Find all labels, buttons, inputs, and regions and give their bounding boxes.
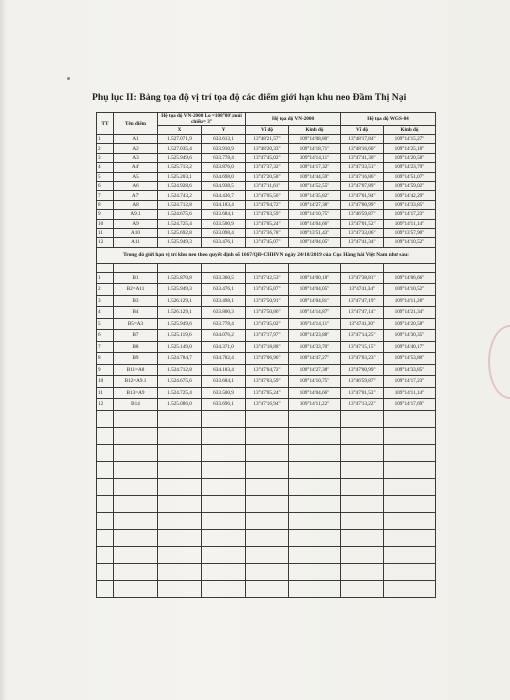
table-row bbox=[97, 163, 436, 172]
table-cell: A5 bbox=[114, 172, 158, 181]
table-cell: 8 bbox=[97, 200, 114, 209]
table-cell: 109°14'00,18" bbox=[289, 272, 341, 284]
table-cell: 1.524.725,4 bbox=[158, 387, 202, 399]
table-cell: 109°14'04,81" bbox=[289, 295, 341, 307]
table-cell: 5 bbox=[97, 318, 114, 330]
table-cell: 7 bbox=[97, 341, 114, 353]
table-cell: 8 bbox=[97, 353, 114, 365]
table-cell: 633.684,1 bbox=[202, 210, 246, 219]
table-cell: 633.500,9 bbox=[202, 219, 246, 228]
table-cell: 634.782,4 bbox=[202, 353, 246, 365]
table-cell: 4 bbox=[97, 307, 114, 319]
table-cell: 6 bbox=[97, 181, 114, 190]
table-cell: 109°14'10,52" bbox=[384, 284, 436, 296]
table-cell: 5 bbox=[97, 172, 114, 181]
table-cell: 109°14'23,88" bbox=[289, 330, 341, 342]
table-cell: 13°48'20,33" bbox=[246, 144, 289, 153]
table-cell: 13°47'50,91" bbox=[246, 295, 289, 307]
table-row bbox=[97, 272, 436, 284]
table-row bbox=[97, 353, 436, 365]
table-cell: 13°47'00,99" bbox=[341, 200, 384, 209]
header-y: Y bbox=[202, 126, 246, 135]
table-cell: 634.436,7 bbox=[202, 191, 246, 200]
table-row bbox=[97, 200, 436, 209]
table-cell: 13°47'37,32" bbox=[246, 163, 289, 172]
table-row bbox=[97, 284, 436, 296]
table-cell: B8 bbox=[114, 341, 158, 353]
table-cell: A9.1 bbox=[114, 210, 158, 219]
table-cell: 13°48'16,60" bbox=[341, 144, 384, 153]
table-cell: 109°14'14,11" bbox=[289, 153, 341, 162]
table-cell: 1.526.129,1 bbox=[158, 295, 202, 307]
table-cell: B7 bbox=[114, 330, 158, 342]
table-cell: 13°47'01,52" bbox=[341, 219, 384, 228]
table-cell: B5=A3 bbox=[114, 318, 158, 330]
table-cell: 1.524.743,2 bbox=[158, 191, 202, 200]
table-cell: 13°47'05,24" bbox=[246, 219, 289, 228]
table-cell: 109°14'21,34" bbox=[384, 307, 436, 319]
table-cell: 13°47'06,96" bbox=[246, 353, 289, 365]
table-cell: 13°47'16,94" bbox=[246, 399, 289, 411]
table-cell: 109°14'08,80" bbox=[289, 135, 341, 144]
table-cell: 13°47'41,34" bbox=[341, 238, 384, 247]
table-cell: 1.524.712,8 bbox=[158, 200, 202, 209]
table-cell: 13°47'11,61" bbox=[246, 181, 289, 190]
table-cell: 109°14'33,70" bbox=[289, 341, 341, 353]
table-row bbox=[97, 387, 436, 399]
table-cell: 1.525.692,8 bbox=[158, 228, 202, 237]
table-cell: 1.525.949,3 bbox=[158, 284, 202, 296]
empty-row bbox=[97, 580, 436, 597]
table-cell: 13°47'45,07" bbox=[246, 284, 289, 296]
table-cell: A11 bbox=[114, 238, 158, 247]
table-cell: 1.524.675,6 bbox=[158, 376, 202, 388]
table-cell: A9 bbox=[114, 219, 158, 228]
table-cell: 633.476,1 bbox=[202, 284, 246, 296]
table-cell: A7' bbox=[114, 191, 158, 200]
table-cell: 1.525.119,6 bbox=[158, 330, 202, 342]
table-cell: 12 bbox=[97, 399, 114, 411]
table-cell: 633.360,5 bbox=[202, 272, 246, 284]
table-cell: 109°14'33,85" bbox=[384, 364, 436, 376]
table-cell: 7 bbox=[97, 191, 114, 200]
table-row bbox=[97, 238, 436, 247]
table-cell: 109°14'23,79" bbox=[384, 163, 436, 172]
table-cell: 13°48'17,84" bbox=[341, 135, 384, 144]
empty-row bbox=[97, 410, 436, 427]
empty-row bbox=[97, 478, 436, 495]
table-cell: 13°47'41,30" bbox=[341, 153, 384, 162]
table-cell: 13°47'01,94" bbox=[341, 191, 384, 200]
table-cell: 4 bbox=[97, 163, 114, 172]
table-row bbox=[97, 191, 436, 200]
table-cell: 13°47'36,78" bbox=[246, 228, 289, 237]
table-cell: 13°47'33,51" bbox=[341, 163, 384, 172]
header-vi-do-wgs: Vĩ độ bbox=[341, 126, 384, 135]
table-cell: 109°14'30,35" bbox=[384, 330, 436, 342]
table-row bbox=[97, 376, 436, 388]
scan-speck bbox=[67, 77, 70, 80]
table-cell: 13°47'50,86" bbox=[246, 307, 289, 319]
table-cell: 109°14'47,27" bbox=[289, 353, 341, 365]
table-row bbox=[97, 228, 436, 237]
table-cell: B4 bbox=[114, 307, 158, 319]
header-kinh-do-wgs: Kinh độ bbox=[384, 126, 436, 135]
table-cell: 109°14'27,38" bbox=[289, 364, 341, 376]
table-cell: 633.476,1 bbox=[202, 238, 246, 247]
header-kinh-do: Kinh độ bbox=[289, 126, 341, 135]
table-cell: 13°47'04,72" bbox=[246, 200, 289, 209]
table-cell: 2 bbox=[97, 284, 114, 296]
table-cell: 1.525.713,2 bbox=[158, 163, 202, 172]
table-cell: 109°14'17,32" bbox=[289, 163, 341, 172]
table-cell: 13°47'45,02" bbox=[246, 153, 289, 162]
table-cell: 13°47'14,25" bbox=[341, 330, 384, 342]
header-wgs84: Hệ tọa độ WGS-84 bbox=[341, 113, 436, 126]
table-cell: 634.076,2 bbox=[202, 330, 246, 342]
table-cell: 109°14'27,38" bbox=[289, 200, 341, 209]
table-cell: 109°13'57,90" bbox=[384, 228, 436, 237]
table-cell: 13°46'59,87" bbox=[341, 376, 384, 388]
table-cell: 2 bbox=[97, 144, 114, 153]
table-cell: 633.696,1 bbox=[202, 399, 246, 411]
table-cell: 1.527.071,9 bbox=[158, 135, 202, 144]
table-cell: 634.371,0 bbox=[202, 341, 246, 353]
coordinate-table bbox=[96, 112, 436, 598]
table-cell: B13=A9 bbox=[114, 387, 158, 399]
table-row bbox=[97, 364, 436, 376]
empty-row bbox=[97, 495, 436, 512]
empty-row bbox=[97, 512, 436, 529]
table-cell: 1.525.149,0 bbox=[158, 341, 202, 353]
table-cell: 109°14'11,22" bbox=[289, 399, 341, 411]
table-cell: 11 bbox=[97, 387, 114, 399]
table-cell: B11=A8 bbox=[114, 364, 158, 376]
table-cell: 13°47'07,89" bbox=[341, 181, 384, 190]
table-cell: 13°47'20,58" bbox=[246, 172, 289, 181]
table-cell: 13°47'45,07" bbox=[246, 238, 289, 247]
table-row bbox=[97, 144, 436, 153]
empty-row bbox=[97, 461, 436, 478]
table-cell: 109°14'04,05" bbox=[289, 284, 341, 296]
table-cell: A1 bbox=[114, 135, 158, 144]
table-cell: 1.524.784,7 bbox=[158, 353, 202, 365]
empty-row bbox=[97, 563, 436, 580]
table-cell: 13°47'16,86" bbox=[341, 172, 384, 181]
table-cell: 633.500,9 bbox=[202, 387, 246, 399]
table-cell: A4' bbox=[114, 163, 158, 172]
table-cell: 1.524.712,8 bbox=[158, 364, 202, 376]
table-cell: 1.524.725,4 bbox=[158, 219, 202, 228]
table-cell: 109°14'11,28" bbox=[384, 295, 436, 307]
table-cell: 1.525.949,6 bbox=[158, 318, 202, 330]
table-cell: 13°47'03,59" bbox=[246, 210, 289, 219]
table-row bbox=[97, 318, 436, 330]
table-cell: 109°14'53,80" bbox=[384, 353, 436, 365]
table-cell: 109°14'35,82" bbox=[289, 191, 341, 200]
table-cell: 13°47'17,97" bbox=[246, 330, 289, 342]
table-cell: 109°14'04,66" bbox=[289, 219, 341, 228]
table-cell: 109°14'18,71" bbox=[289, 144, 341, 153]
table-cell: 109°13'51,43" bbox=[289, 228, 341, 237]
table-cell: 633.613,1 bbox=[202, 135, 246, 144]
table-cell: 1.524.928,6 bbox=[158, 181, 202, 190]
table-cell: 109°14'25,18" bbox=[384, 144, 436, 153]
table-cell: B3 bbox=[114, 295, 158, 307]
table-cell: 12 bbox=[97, 238, 114, 247]
table-cell: 13°47'33,06" bbox=[341, 228, 384, 237]
table-cell: 13°47'05,24" bbox=[246, 387, 289, 399]
table-cell: 109°14'33,85" bbox=[384, 200, 436, 209]
table-section-a bbox=[97, 135, 436, 248]
table-cell: 13°47'38,81" bbox=[341, 272, 384, 284]
table-cell: 13°4741,34" bbox=[341, 284, 384, 296]
table-cell: 109°14'10,75" bbox=[289, 210, 341, 219]
table-cell: 109°14'51,07" bbox=[384, 172, 436, 181]
table-cell: A2 bbox=[114, 144, 158, 153]
table-cell: 109°14'17,23" bbox=[384, 210, 436, 219]
table-cell: 13°47'01,52" bbox=[341, 387, 384, 399]
decision-note: Trong đó giới hạn vị trí khu neo theo quyết định số 1667/QĐ-CHHVN ngày 24/10/2019 của Cục Hàng hải Việt Nam như sau: bbox=[97, 247, 436, 263]
table-cell: 9 bbox=[97, 364, 114, 376]
table-cell: 3 bbox=[97, 295, 114, 307]
table-cell: 633.498,1 bbox=[202, 295, 246, 307]
table-cell: 109°14'14,87" bbox=[289, 307, 341, 319]
table-cell: 634.938,5 bbox=[202, 181, 246, 190]
empty-row bbox=[97, 427, 436, 444]
table-cell: 633.778,4 bbox=[202, 153, 246, 162]
table-cell: 109°14'44,59" bbox=[289, 172, 341, 181]
table-cell: 109°14'10,52" bbox=[384, 238, 436, 247]
table-cell: 13°47'47,14" bbox=[341, 307, 384, 319]
table-cell: 1.525.949,6 bbox=[158, 153, 202, 162]
table-cell: 6 bbox=[97, 330, 114, 342]
table-cell: B1 bbox=[114, 272, 158, 284]
table-cell: 633.876,0 bbox=[202, 163, 246, 172]
table-cell: 13°46'59,87" bbox=[341, 210, 384, 219]
table-cell: 634.183,4 bbox=[202, 200, 246, 209]
table-cell: 634.183,4 bbox=[202, 364, 246, 376]
table-cell: 109°14'11,14" bbox=[384, 219, 436, 228]
table-cell: 13°47'04,72" bbox=[246, 364, 289, 376]
table-cell: 13°47'05,56" bbox=[246, 191, 289, 200]
table-cell: 633.800,3 bbox=[202, 307, 246, 319]
table-cell: 1.525.949,3 bbox=[158, 238, 202, 247]
empty-row bbox=[97, 546, 436, 563]
table-cell: B12=A9.1 bbox=[114, 376, 158, 388]
table-cell: 11 bbox=[97, 228, 114, 237]
table-cell: 13°48'21,57" bbox=[246, 135, 289, 144]
table-cell: 109°14'04,66" bbox=[289, 387, 341, 399]
table-cell: 13°4741,30" bbox=[341, 318, 384, 330]
table-section-b bbox=[97, 272, 436, 410]
table-cell: 634.698,0 bbox=[202, 172, 246, 181]
header-vn2000-deg: Hệ tọa độ VN-2000 bbox=[246, 113, 341, 126]
table-cell: 109°14'20,58" bbox=[384, 318, 436, 330]
table-cell: 1.525.203,1 bbox=[158, 172, 202, 181]
table-cell: 10 bbox=[97, 376, 114, 388]
table-row bbox=[97, 330, 436, 342]
table-cell: 109°14'17,69" bbox=[384, 399, 436, 411]
table-cell: 109°14'20,58" bbox=[384, 153, 436, 162]
table-cell: 109°14'59,02" bbox=[384, 181, 436, 190]
table-row bbox=[97, 135, 436, 144]
table-cell: 1.525.870,8 bbox=[158, 272, 202, 284]
header-vn2000-xy: Hệ tọa độ VN-2000 Lo =108°00';múi chiếu= 3° bbox=[158, 113, 246, 126]
table-cell: 13°47'13,22" bbox=[341, 399, 384, 411]
table-cell: 1 bbox=[97, 272, 114, 284]
table-row bbox=[97, 172, 436, 181]
table-cell: 13°47'03,23" bbox=[341, 353, 384, 365]
table-cell: 109°14'52,55" bbox=[289, 181, 341, 190]
blank-rows bbox=[97, 410, 436, 597]
document-title: Phụ lục II: Bảng tọa độ vị trí tọa độ các điểm giới hạn khu neo Đầm Thị Nại bbox=[92, 92, 407, 103]
table-cell: 1.525.086,0 bbox=[158, 399, 202, 411]
table-cell: 109°14'17,23" bbox=[384, 376, 436, 388]
header-vi-do: Vĩ độ bbox=[246, 126, 289, 135]
header-x: X bbox=[158, 126, 202, 135]
table-cell: 13°47'45,02" bbox=[246, 318, 289, 330]
table-row bbox=[97, 181, 436, 190]
table-cell: 633.778,4 bbox=[202, 318, 246, 330]
table-cell: A8 bbox=[114, 200, 158, 209]
table-cell: 13°47'47,19" bbox=[341, 295, 384, 307]
table-cell: 13°47'42,53" bbox=[246, 272, 289, 284]
table-cell: 109°14'11,14" bbox=[384, 387, 436, 399]
table-cell: B14 bbox=[114, 399, 158, 411]
table-cell: 9 bbox=[97, 210, 114, 219]
table-row bbox=[97, 307, 436, 319]
table-cell: 109°14'40,17" bbox=[384, 341, 436, 353]
table-cell: 109°14'10,75" bbox=[289, 376, 341, 388]
table-cell: B2=A11 bbox=[114, 284, 158, 296]
table-cell: 1.526.129,1 bbox=[158, 307, 202, 319]
table-cell: 109°14'06,66" bbox=[384, 272, 436, 284]
table-row bbox=[97, 210, 436, 219]
table-row bbox=[97, 341, 436, 353]
table-cell: 3 bbox=[97, 153, 114, 162]
table-cell: 109°14'14,11" bbox=[289, 318, 341, 330]
table-cell: 13°47'03,59" bbox=[246, 376, 289, 388]
table-cell: 1.527.035,4 bbox=[158, 144, 202, 153]
table-cell: 13°47'18,88" bbox=[246, 341, 289, 353]
table-cell: A6 bbox=[114, 181, 158, 190]
table-cell: 633.684,1 bbox=[202, 376, 246, 388]
table-row bbox=[97, 153, 436, 162]
header-tt: TT bbox=[97, 113, 114, 135]
table-cell: A10 bbox=[114, 228, 158, 237]
table-row bbox=[97, 295, 436, 307]
table-cell: 109°14'15,27" bbox=[384, 135, 436, 144]
table-cell: 13°47'00,99" bbox=[341, 364, 384, 376]
table-cell: 633.098,4 bbox=[202, 228, 246, 237]
table-cell: 109°14'42,29" bbox=[384, 191, 436, 200]
table-cell: 1.524.675,6 bbox=[158, 210, 202, 219]
table-cell: 633.910,9 bbox=[202, 144, 246, 153]
table-cell: 109°14'04,05" bbox=[289, 238, 341, 247]
table-cell: 13°47'15,15" bbox=[341, 341, 384, 353]
empty-row bbox=[97, 529, 436, 546]
table-cell: B9 bbox=[114, 353, 158, 365]
header-ten-diem: Tên điểm bbox=[114, 113, 158, 135]
table-cell: A3 bbox=[114, 153, 158, 162]
table-cell: 10 bbox=[97, 219, 114, 228]
table-cell: 1 bbox=[97, 135, 114, 144]
empty-row bbox=[97, 444, 436, 461]
table-row bbox=[97, 399, 436, 411]
table-row bbox=[97, 219, 436, 228]
